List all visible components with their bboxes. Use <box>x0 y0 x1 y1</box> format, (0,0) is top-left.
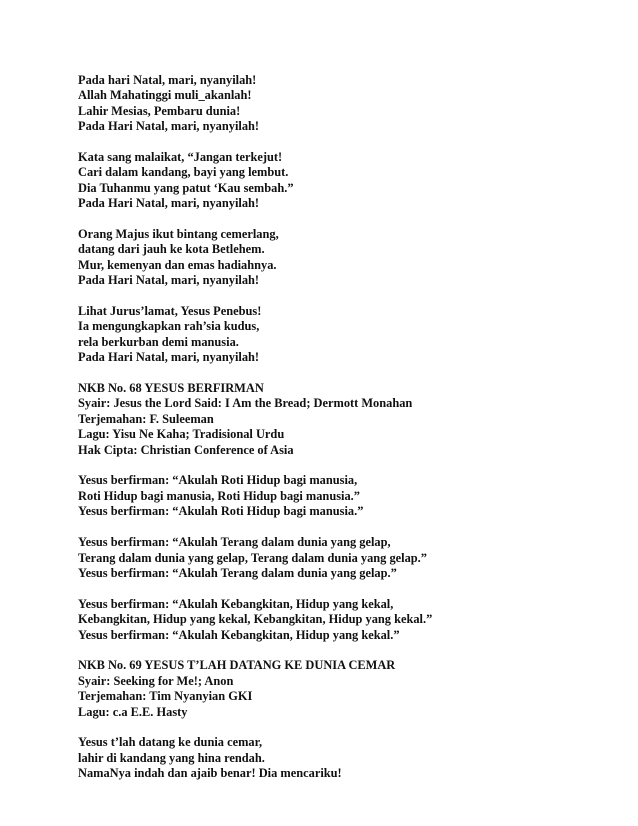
song-melody-credit: Lagu: Yisu Ne Kaha; Tradisional Urdu <box>78 427 285 442</box>
song-lyrics-credit: Syair: Seeking for Me!; Anon <box>78 673 234 688</box>
text-line: Pada Hari Natal, mari, nyanyilah! <box>78 273 260 288</box>
text-line: Lahir Mesias, Pembaru dunia! <box>78 103 241 118</box>
text-line: Lihat Jurus’lamat, Yesus Penebus! <box>78 304 262 319</box>
verse-block <box>78 473 618 519</box>
text-line: Allah Mahatinggi muli_akanlah! <box>78 88 252 103</box>
song-header-block <box>78 381 618 458</box>
song-copyright: Hak Cipta: Christian Conference of Asia <box>78 442 294 457</box>
text-line: lahir di kandang yang hina rendah. <box>78 750 265 765</box>
song-translation-credit: Terjemahan: Tim Nyanyian GKI <box>78 689 253 704</box>
verse-block <box>78 73 618 135</box>
song-lyrics-credit: Syair: Jesus the Lord Said: I Am the Bread; Dermott Monahan <box>78 396 413 411</box>
text-line: Yesus berfirman: “Akulah Roti Hidup bagi manusia, <box>78 473 358 488</box>
text-line: Cari dalam kandang, bayi yang lembut. <box>78 165 289 180</box>
document-text <box>78 73 618 797</box>
text-line: Terang dalam dunia yang gelap, Terang dalam dunia yang gelap.” <box>78 550 427 565</box>
text-line: Kata sang malaikat, “Jangan terkejut! <box>78 150 283 165</box>
verse-block <box>78 735 618 781</box>
text-line: NamaNya indah dan ajaib benar! Dia mencariku! <box>78 766 342 781</box>
song-title: NKB No. 68 YESUS BERFIRMAN <box>78 381 264 396</box>
text-line: Pada Hari Natal, mari, nyanyilah! <box>78 119 260 134</box>
text-line: Pada hari Natal, mari, nyanyilah! <box>78 73 257 87</box>
text-line: Mur, kemenyan dan emas hadiahnya. <box>78 257 277 272</box>
text-line: Dia Tuhanmu yang patut ‘Kau sembah.” <box>78 180 294 195</box>
song-melody-credit: Lagu: c.a E.E. Hasty <box>78 704 188 719</box>
text-line: Yesus berfirman: “Akulah Terang dalam dunia yang gelap, <box>78 535 391 550</box>
song-translation-credit: Terjemahan: F. Suleeman <box>78 411 214 426</box>
verse-block <box>78 227 618 289</box>
verse-block <box>78 535 618 581</box>
text-line: Roti Hidup bagi manusia, Roti Hidup bagi manusia.” <box>78 488 360 503</box>
verse-block <box>78 150 618 212</box>
text-line: Yesus berfirman: “Akulah Terang dalam dunia yang gelap.” <box>78 565 397 580</box>
song-header-block <box>78 658 618 720</box>
text-line: Yesus berfirman: “Akulah Kebangkitan, Hidup yang kekal.” <box>78 627 400 642</box>
text-line: Kebangkitan, Hidup yang kekal, Kebangkitan, Hidup yang kekal.” <box>78 612 433 627</box>
text-line: Orang Majus ikut bintang cemerlang, <box>78 227 279 242</box>
text-line: Ia mengungkapkan rah’sia kudus, <box>78 319 260 334</box>
text-line: Yesus berfirman: “Akulah Roti Hidup bagi manusia.” <box>78 504 364 519</box>
verse-block <box>78 304 618 366</box>
text-line: Yesus berfirman: “Akulah Kebangkitan, Hidup yang kekal, <box>78 596 394 611</box>
text-line: Yesus t’lah datang ke dunia cemar, <box>78 735 263 750</box>
verse-block <box>78 597 618 643</box>
text-line: rela berkurban demi manusia. <box>78 334 239 349</box>
text-line: Pada Hari Natal, mari, nyanyilah! <box>78 350 260 365</box>
text-line: Pada Hari Natal, mari, nyanyilah! <box>78 196 260 211</box>
text-line: datang dari jauh ke kota Betlehem. <box>78 242 265 257</box>
song-title: NKB No. 69 YESUS T’LAH DATANG KE DUNIA CEMAR <box>78 658 396 673</box>
